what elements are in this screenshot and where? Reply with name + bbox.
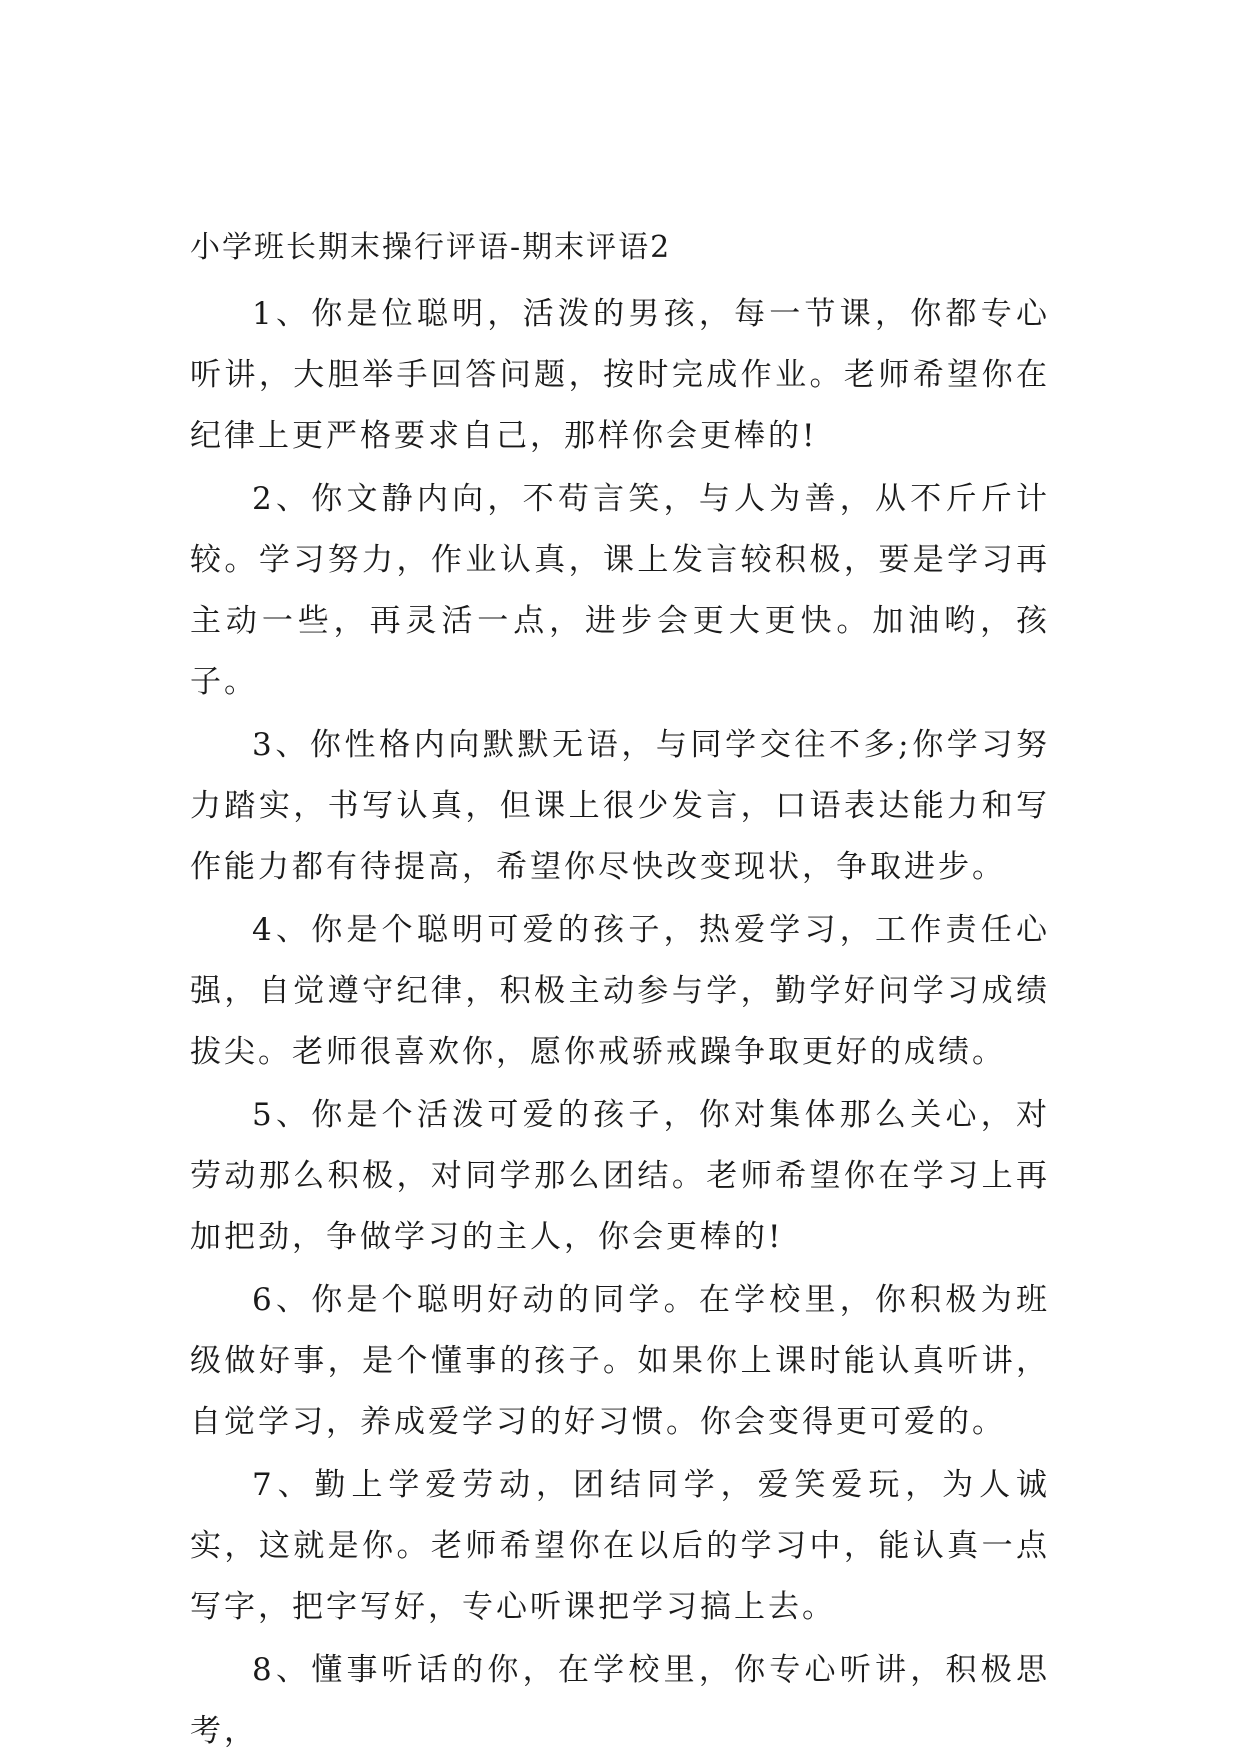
comment-paragraph-5: 5、你是个活泼可爱的孩子，你对集体那么关心，对劳动那么积极，对同学那么团结。老师希望你在学习上再加把劲，争做学习的主人，你会更棒的! bbox=[190, 1097, 1050, 1255]
document-title: 小学班长期末操行评语-期末评语2 bbox=[190, 230, 672, 265]
document-body bbox=[190, 222, 1050, 1764]
comment-paragraph-2: 2、你文静内向，不苟言笑，与人为善，从不斤斤计较。学习努力，作业认真，课上发言较积极，要是学习再主动一些，再灵活一点，进步会更大更快。加油哟，孩子。 bbox=[190, 481, 1050, 700]
comment-paragraph-4: 4、你是个聪明可爱的孩子，热爱学习，工作责任心强，自觉遵守纪律，积极主动参与学，勤学好问学习成绩拔尖。老师很喜欢你，愿你戒骄戒躁争取更好的成绩。 bbox=[190, 912, 1050, 1070]
comment-paragraph-1: 1、你是位聪明，活泼的男孩，每一节课，你都专心听讲，大胆举手回答问题，按时完成作业。老师希望你在纪律上更严格要求自己，那样你会更棒的! bbox=[190, 296, 1050, 454]
comment-paragraph-7: 7、勤上学爱劳动，团结同学，爱笑爱玩，为人诚实，这就是你。老师希望你在以后的学习中，能认真一点写字，把字写好，专心听课把学习搞上去。 bbox=[190, 1467, 1050, 1625]
comment-paragraph-8: 8、懂事听话的你，在学校里，你专心听讲，积极思考， bbox=[190, 1652, 1050, 1749]
comment-paragraph-3: 3、你性格内向默默无语，与同学交往不多;你学习努力踏实，书写认真，但课上很少发言，口语表达能力和写作能力都有待提高，希望你尽快改变现状，争取进步。 bbox=[190, 727, 1050, 885]
comment-paragraph-6: 6、你是个聪明好动的同学。在学校里，你积极为班级做好事，是个懂事的孩子。如果你上课时能认真听讲，自觉学习，养成爱学习的好习惯。你会变得更可爱的。 bbox=[190, 1282, 1050, 1440]
